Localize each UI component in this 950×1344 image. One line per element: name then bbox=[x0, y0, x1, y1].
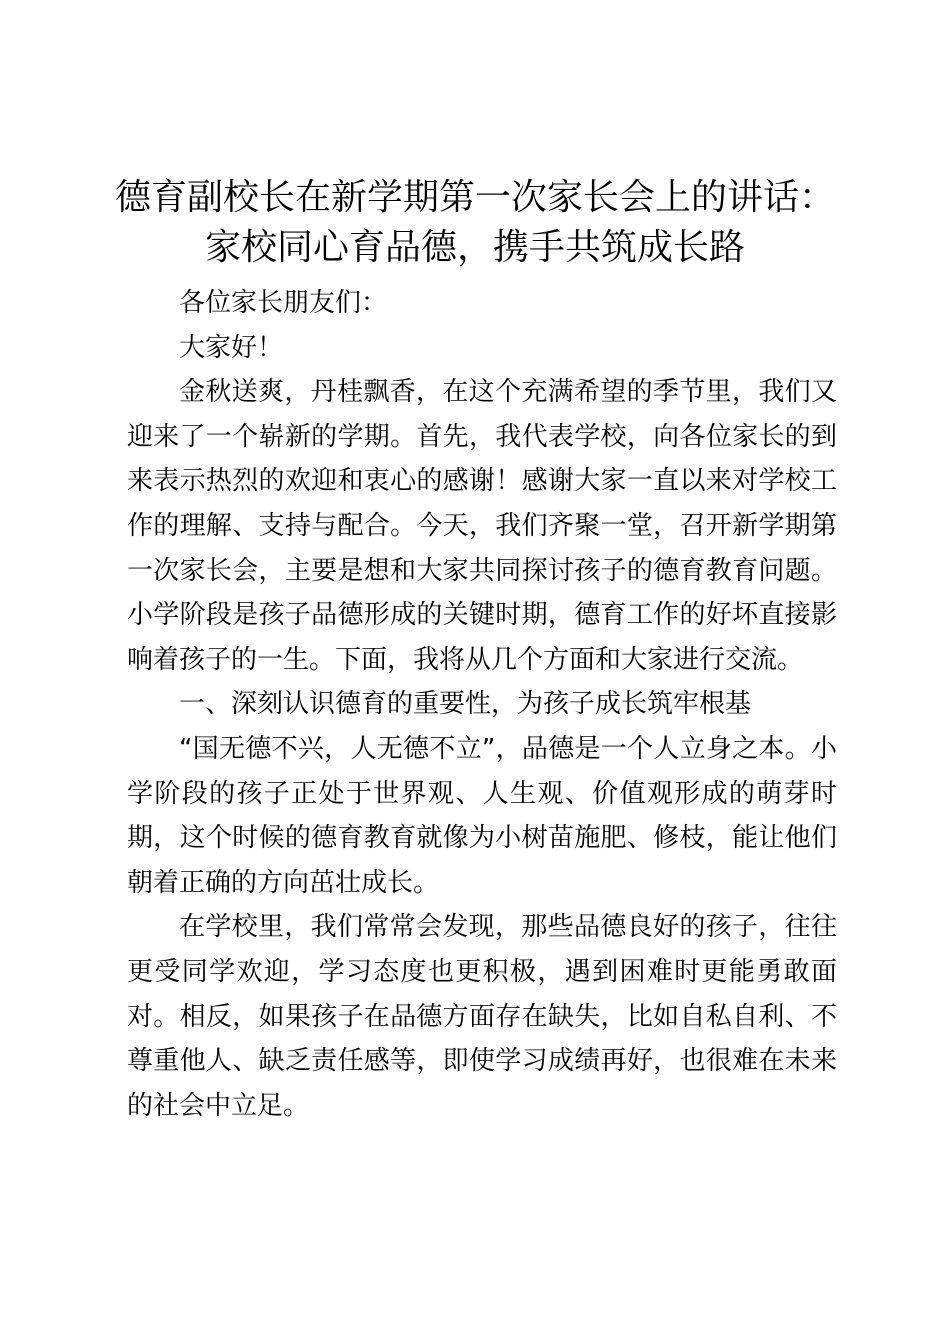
section-1-paragraph-1: “国无德不兴，人无德不立”，品德是一个人立身之本。小学阶段的孩子正处于世界观、人生观、价值观形成的萌芽时期，这个时候的德育教育就像为小树苗施肥、修枝，能让他们朝着正确的方向茁壮成长。 bbox=[127, 733, 837, 898]
document-title-line-2: 家校同心育品德，携手共筑成长路 bbox=[204, 227, 745, 268]
document-body bbox=[127, 281, 837, 1128]
section-1-paragraph-2: 在学校里，我们常常会发现，那些品德良好的孩子，往往更受同学欢迎，学习态度也更积极，遇到困难时更能勇敢面对。相反，如果孩子在品德方面存在缺失，比如自私自利、不尊重他人、缺乏责任感等，即使学习成绩再好，也很难在未来的社会中立足。 bbox=[127, 912, 837, 1121]
intro-paragraph: 金秋送爽，丹桂飘香，在这个充满希望的季节里，我们又迎来了一个崭新的学期。首先，我代表学校，向各位家长的到来表示热烈的欢迎和衷心的感谢！感谢大家一直以来对学校工作的理解、支持与配合。今天，我们齐聚一堂，召开新学期第一次家长会，主要是想和大家共同探讨孩子的德育教育问题。小学阶段是孩子品德形成的关键时期，德育工作的好坏直接影响着孩子的一生。下面，我将从几个方面和大家进行交流。 bbox=[127, 377, 837, 675]
salutation: 各位家长朋友们： bbox=[179, 288, 388, 318]
section-heading-1: 一、深刻认识德育的重要性，为孩子成长筑牢根基 bbox=[179, 689, 752, 720]
greeting: 大家好！ bbox=[179, 332, 284, 363]
document-title-line-1: 德育副校长在新学期第一次家长会上的讲话： bbox=[114, 177, 835, 218]
